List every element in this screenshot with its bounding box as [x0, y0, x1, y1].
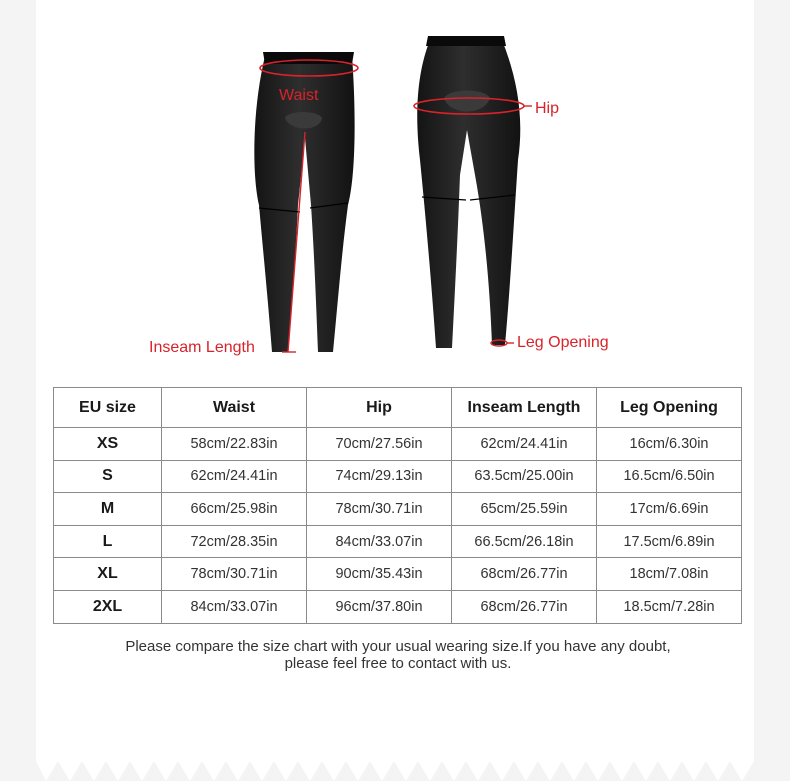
size-cell: L: [54, 525, 162, 558]
hip-cell: 78cm/30.71in: [307, 493, 452, 526]
inseam-callout: Inseam Length: [149, 339, 255, 356]
waist-cell: 66cm/25.98in: [162, 493, 307, 526]
hip-callout: Hip: [535, 100, 560, 117]
inseam-cell: 66.5cm/26.18in: [452, 525, 597, 558]
product-figure: [0, 0, 790, 380]
header-leg-opening: Leg Opening: [597, 388, 742, 428]
table-row: [54, 428, 742, 461]
size-cell: S: [54, 460, 162, 493]
waist-cell: 58cm/22.83in: [162, 428, 307, 461]
leg-opening-cell: 18cm/7.08in: [597, 558, 742, 591]
size-cell: 2XL: [54, 590, 162, 623]
hip-cell: 96cm/37.80in: [307, 590, 452, 623]
leg-opening-cell: 16.5cm/6.50in: [597, 460, 742, 493]
header-inseam: Inseam Length: [452, 388, 597, 428]
back-leggings: [414, 36, 532, 348]
waist-cell: 62cm/24.41in: [162, 460, 307, 493]
size-chart-table: [53, 387, 742, 624]
zigzag-edge: [0, 741, 790, 781]
inseam-cell: 68cm/26.77in: [452, 558, 597, 591]
size-note-line-1: Please compare the size chart with your usual wearing size.If you have any doubt,: [125, 638, 671, 655]
hip-cell: 70cm/27.56in: [307, 428, 452, 461]
size-note-line-2: please feel free to contact with us.: [284, 655, 512, 672]
hip-cell: 84cm/33.07in: [307, 525, 452, 558]
waist-cell: 84cm/33.07in: [162, 590, 307, 623]
waist-cell: 78cm/30.71in: [162, 558, 307, 591]
leg-opening-cell: 16cm/6.30in: [597, 428, 742, 461]
header-eu-size: EU size: [54, 388, 162, 428]
leg-opening-callout: Leg Opening: [517, 334, 609, 351]
waist-callout: Waist: [279, 87, 319, 104]
inseam-cell: 68cm/26.77in: [452, 590, 597, 623]
waist-cell: 72cm/28.35in: [162, 525, 307, 558]
size-cell: XS: [54, 428, 162, 461]
inseam-cell: 65cm/25.59in: [452, 493, 597, 526]
table-row: [54, 558, 742, 591]
leg-opening-cell: 17.5cm/6.89in: [597, 525, 742, 558]
table-row: [54, 493, 742, 526]
hip-cell: 90cm/35.43in: [307, 558, 452, 591]
table-row: [54, 460, 742, 493]
header-waist: Waist: [162, 388, 307, 428]
inseam-cell: 62cm/24.41in: [452, 428, 597, 461]
size-cell: M: [54, 493, 162, 526]
hip-cell: 74cm/29.13in: [307, 460, 452, 493]
size-cell: XL: [54, 558, 162, 591]
size-note: [0, 638, 790, 672]
inseam-cell: 63.5cm/25.00in: [452, 460, 597, 493]
table-row: [54, 590, 742, 623]
header-hip: Hip: [307, 388, 452, 428]
leg-opening-cell: 18.5cm/7.28in: [597, 590, 742, 623]
leg-opening-cell: 17cm/6.69in: [597, 493, 742, 526]
table-row: [54, 525, 742, 558]
table-header-row: [54, 388, 742, 428]
